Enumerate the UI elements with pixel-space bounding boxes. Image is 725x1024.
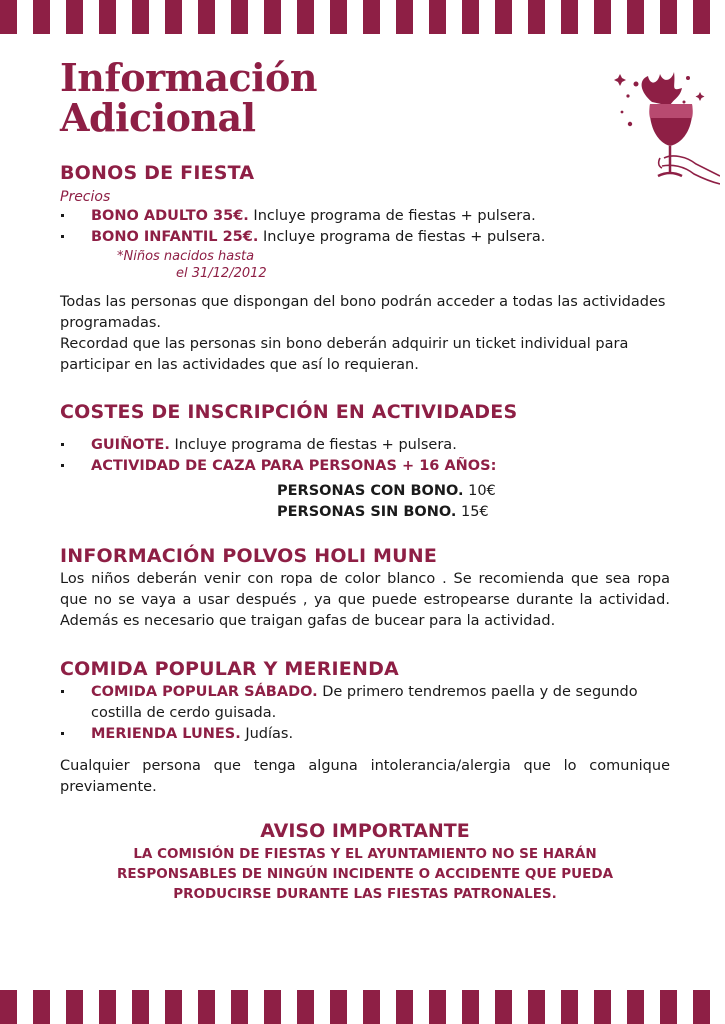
list-item [60,456,670,477]
bonos-paragraph-2: Recordad que las personas sin bono deberán adquirir un ticket individual para participar en las actividades que así lo requieran. [60,336,629,373]
item-label: BONO INFANTIL 25€. [91,229,259,245]
price-label: PERSONAS CON BONO. [277,483,464,499]
item-text: De primero tendremos paella y de segundo costilla de cerdo guisada. [91,684,638,721]
price-label: PERSONAS SIN BONO. [277,504,457,520]
top-stripe-border [0,0,725,34]
age-note [60,248,670,282]
list-item [60,435,670,456]
item-label: COMIDA POPULAR SÁBADO. [91,684,318,700]
aviso-heading: AVISO IMPORTANTE [260,820,470,842]
aviso-line-3: PRODUCIRSE DURANTE LAS FIESTAS PATRONALES. [173,886,557,902]
list-item [60,227,670,248]
item-text: Judías. [240,726,294,742]
section-heading-bonos: BONOS DE FIESTA [60,162,255,184]
price-row [277,502,670,523]
item-text: Incluye programa de fiestas + pulsera. [258,229,546,245]
item-label: BONO ADULTO 35€. [91,208,249,224]
age-note-line-2: el 31/12/2012 [176,266,267,281]
item-label: MERIENDA LUNES. [91,726,241,742]
item-label: ACTIVIDAD DE CAZA PARA PERSONAS + 16 AÑOS: [91,458,497,474]
list-item [60,724,670,745]
section-bonos [60,160,670,376]
main-content [60,160,670,904]
prices-subheading: Precios [60,189,111,205]
holi-paragraph: Los niños deberán venir con ropa de color blanco . Se recomienda que sea ropa que no se vaya a usar después , ya que puede estropearse durante la actividad. Además es necesario que traigan gafas de bucear para la actividad. [60,571,670,629]
section-holi [60,543,670,632]
costes-list [60,435,670,477]
price-row [277,481,670,502]
section-heading-comida: COMIDA POPULAR Y MERIENDA [60,658,399,680]
section-heading-costes: COSTES DE INSCRIPCIÓN EN ACTIVIDADES [60,401,518,423]
bonos-list [60,206,670,248]
hunting-prices [60,481,670,523]
list-item [60,206,670,227]
section-costes [60,399,670,523]
comida-list [60,682,670,745]
section-aviso [60,818,670,904]
aviso-line-1: LA COMISIÓN DE FIESTAS Y EL AYUNTAMIENTO NO SE HARÁN [133,846,597,862]
bonos-paragraph-1: Todas las personas que dispongan del bono podrán acceder a todas las actividades programadas. [60,294,666,331]
section-heading-holi: INFORMACIÓN POLVOS HOLI MUNE [60,545,438,567]
item-label: GUIÑOTE. [91,437,170,453]
item-text: Incluye programa de fiestas + pulsera. [169,437,457,453]
comida-paragraph: Cualquier persona que tenga alguna intolerancia/alergia que lo comunique previamente. [60,758,670,795]
list-item [60,682,670,724]
title-line-2: Adicional [60,95,256,140]
item-text: Incluye programa de fiestas + pulsera. [248,208,536,224]
page-title [60,55,317,140]
price-value: 15€ [456,504,489,520]
title-line-1: Información [60,55,317,100]
bottom-stripe-border [0,990,725,1024]
section-comida [60,656,670,798]
aviso-line-2: RESPONSABLES DE NINGÚN INCIDENTE O ACCIDENTE QUE PUEDA [116,866,614,882]
age-note-line-1: *Niños nacidos hasta [117,249,255,264]
price-value: 10€ [463,483,496,499]
